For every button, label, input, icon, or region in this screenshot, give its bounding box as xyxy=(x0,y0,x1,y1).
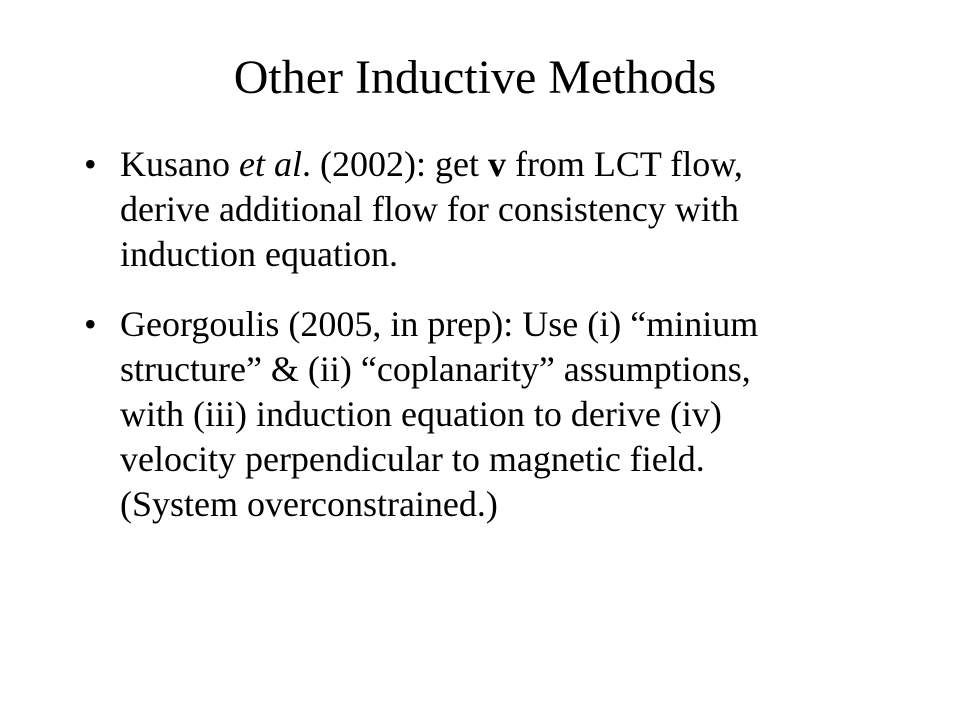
bullet-2-line-2: structure” & (ii) “coplanarity” assumptions, xyxy=(120,349,751,389)
bullet-2-line-3: with (iii) induction equation to derive (iv) xyxy=(120,394,722,434)
et-al-text: et al xyxy=(239,144,302,184)
bullet-list xyxy=(80,142,880,527)
bullet-icon: • xyxy=(84,304,97,344)
slide-title: Other Inductive Methods xyxy=(233,51,717,104)
bullet-1-line-2: derive additional flow for consistency with xyxy=(120,189,739,229)
bullet-icon: • xyxy=(84,144,97,184)
bullet-2-line-4: velocity perpendicular to magnetic field. xyxy=(120,439,705,479)
author-name: Kusano xyxy=(120,144,239,184)
line-tail-text: from LCT flow, xyxy=(505,144,743,184)
bullet-1-line-3: induction equation. xyxy=(120,234,398,274)
bullet-2-line-5: (System overconstrained.) xyxy=(120,484,498,524)
bullet-item-kusano xyxy=(80,142,880,277)
velocity-vector-symbol: v xyxy=(487,144,506,184)
bullet-1-line-1 xyxy=(120,142,880,187)
bullet-2-line-1: Georgoulis (2005, in prep): Use (i) “minium xyxy=(120,304,759,344)
bullet-item-georgoulis xyxy=(80,302,880,527)
citation-text: . (2002): get xyxy=(301,144,488,184)
